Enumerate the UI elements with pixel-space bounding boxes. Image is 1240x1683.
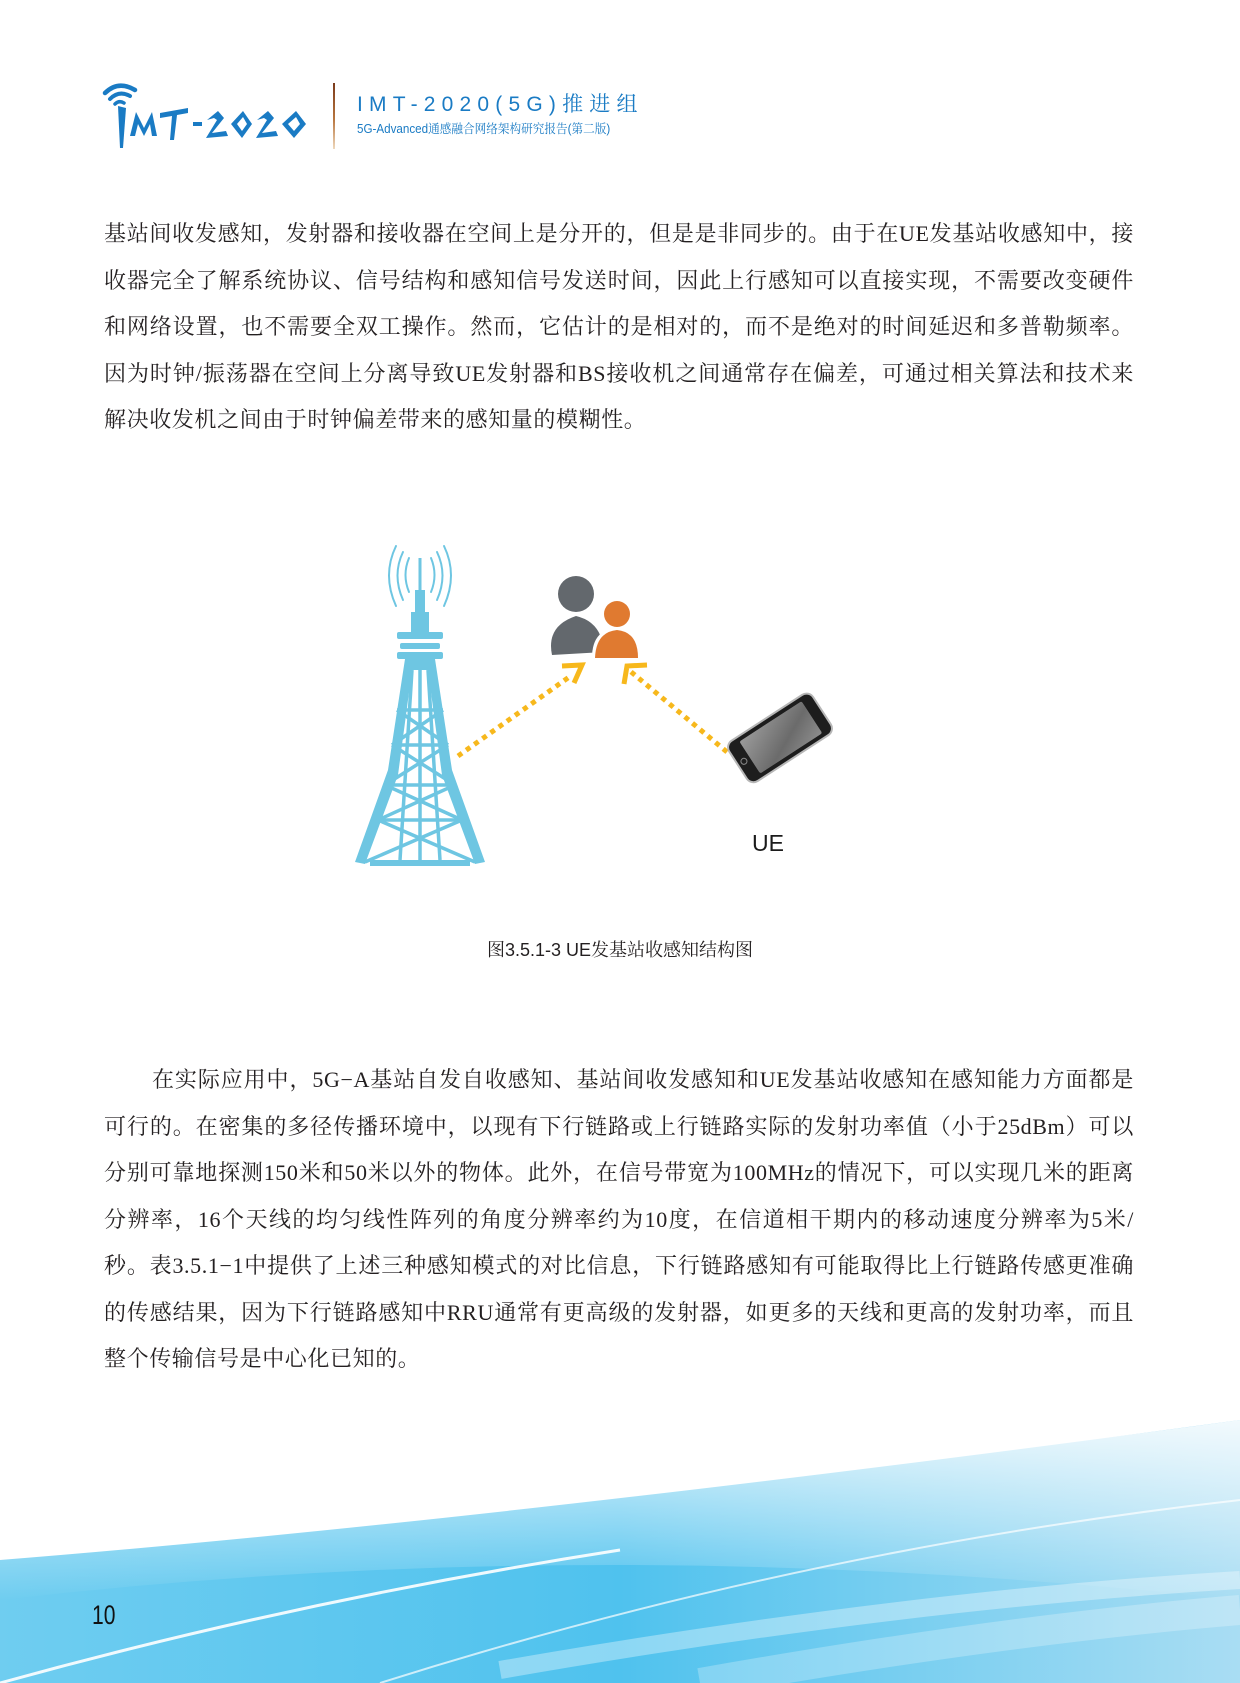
figure-caption: 图3.5.1-3 UE发基站收感知结构图 <box>486 940 754 960</box>
page-number: 10 <box>92 1600 116 1630</box>
body-paragraph-1: 基站间收发感知，发射器和接收器在空间上是分开的，但是是非同步的。由于在UE发基站收感知中，接收器完全了解系统协议、信号结构和感知信号发送时间，因此上行感知可以直接实现，不需要改变硬件和网络设置，也不需要全双工操作。然而，它估计的是相对的，而不是绝对的时间延迟和多普勒频率。因为时钟/振荡器在空间上分离导致UE发射器和BS接收机之间通常存在偏差，可通过相关算法和技术来解决收发机之间由于时钟偏差带来的感知量的模糊性。 <box>104 221 1134 432</box>
users-icon <box>551 576 642 658</box>
ue-label: UE <box>752 830 784 856</box>
imt2020-logo-icon <box>100 78 320 150</box>
header-divider <box>333 83 335 149</box>
dotted-arrow-icon <box>458 665 582 756</box>
figure-ue-to-bs-sensing <box>340 530 900 890</box>
body-paragraph-2: 在实际应用中，5G−A基站自发自收感知、基站间收发感知和UE发基站收感知在感知能力方面都是可行的。在密集的多径传播环境中，以现有下行链路或上行链路实际的发射功率值（小于25dBm）可以分别可靠地探测150米和50米以外的物体。此外，在信号带宽为100MHz的情况下，可以实现几米的距离分辨率，16个天线的均匀线性阵列的角度分辨率约为10度，在信道相干期内的移动速度分辨率为5米/秒。表3.5.1−1中提供了上述三种感知模式的对比信息，下行链路感知有可能取得比上行链路传感更准确的传感结果，因为下行链路感知中RRU通常有更高级的发射器，如更多的天线和更高的发射功率，而且整个传输信号是中心化已知的。 <box>104 1067 1134 1371</box>
base-station-tower-icon <box>355 546 485 866</box>
footer-wave-decoration <box>0 1400 1240 1683</box>
header-title: IMT-2020(5G)推进组 <box>357 93 644 116</box>
smartphone-icon <box>725 691 835 786</box>
dotted-arrow-icon <box>624 665 727 752</box>
page-header <box>0 0 1240 170</box>
header-subtitle: 5G-Advanced通感融合网络架构研究报告(第二版) <box>357 122 611 136</box>
